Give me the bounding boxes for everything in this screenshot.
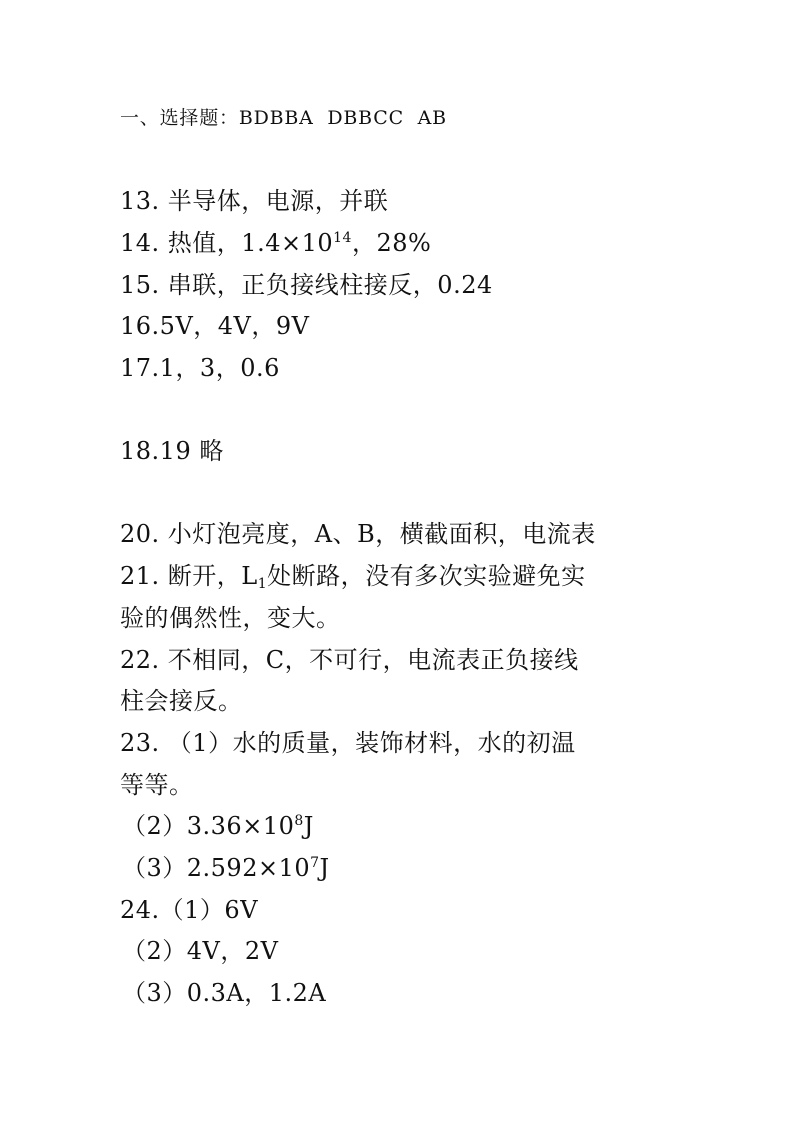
answer-23-part2-prefix: （2）3.36×10 (122, 812, 295, 840)
choice-answers: BDBBA DBBCC AB (238, 107, 447, 129)
answer-14-prefix: 14. 热值，1.4×10 (120, 229, 334, 257)
answer-23-part3-exponent: 7 (310, 855, 320, 871)
answer-24-part2: （2）4V，2V (122, 937, 279, 965)
answer-13: 13. 半导体，电源，并联 (120, 187, 389, 215)
answer-21-subscript: 1 (257, 576, 268, 592)
answer-14-exponent: 14 (333, 230, 352, 246)
answer-23-part2 (122, 811, 314, 841)
answer-24-part1: 24.（1）6V (120, 896, 259, 924)
answer-23-part3 (122, 853, 330, 883)
answer-17: 17.1，3，0.6 (120, 354, 280, 382)
answer-18-19: 18.19 略 (120, 437, 224, 465)
answer-23-part2-exponent: 8 (294, 813, 304, 829)
answer-23-part3-suffix: J (319, 854, 330, 882)
answer-16: 16.5V，4V，9V (120, 312, 310, 340)
answer-20: 20. 小灯泡亮度，A、B，横截面积，电流表 (120, 520, 596, 548)
answer-23-line2: 等等。 (120, 771, 194, 799)
answer-22-line1: 22. 不相同，C，不可行，电流表正负接线 (120, 646, 579, 674)
answer-21-suffix: 处断路，没有多次实验避免实 (267, 562, 586, 590)
answer-21-prefix: 21. 断开，L (120, 562, 258, 590)
answer-22-line2: 柱会接反。 (120, 687, 243, 715)
answer-14 (120, 228, 431, 258)
answer-24-part3: （3）0.3A，1.2A (122, 979, 327, 1007)
answer-23-part3-prefix: （3）2.592×10 (122, 854, 311, 882)
choice-answers-line (120, 103, 447, 133)
answer-15: 15. 串联，正负接线柱接反，0.24 (120, 271, 493, 299)
choice-label: 一、选择题： (120, 107, 239, 129)
answer-14-suffix: ，28% (351, 229, 432, 257)
answer-23-part2-suffix: J (303, 812, 314, 840)
answer-21-line1 (120, 561, 586, 591)
answer-21-line2: 验的偶然性，变大。 (120, 604, 341, 632)
answer-23-line1: 23. （1）水的质量，装饰材料，水的初温 (120, 729, 576, 757)
